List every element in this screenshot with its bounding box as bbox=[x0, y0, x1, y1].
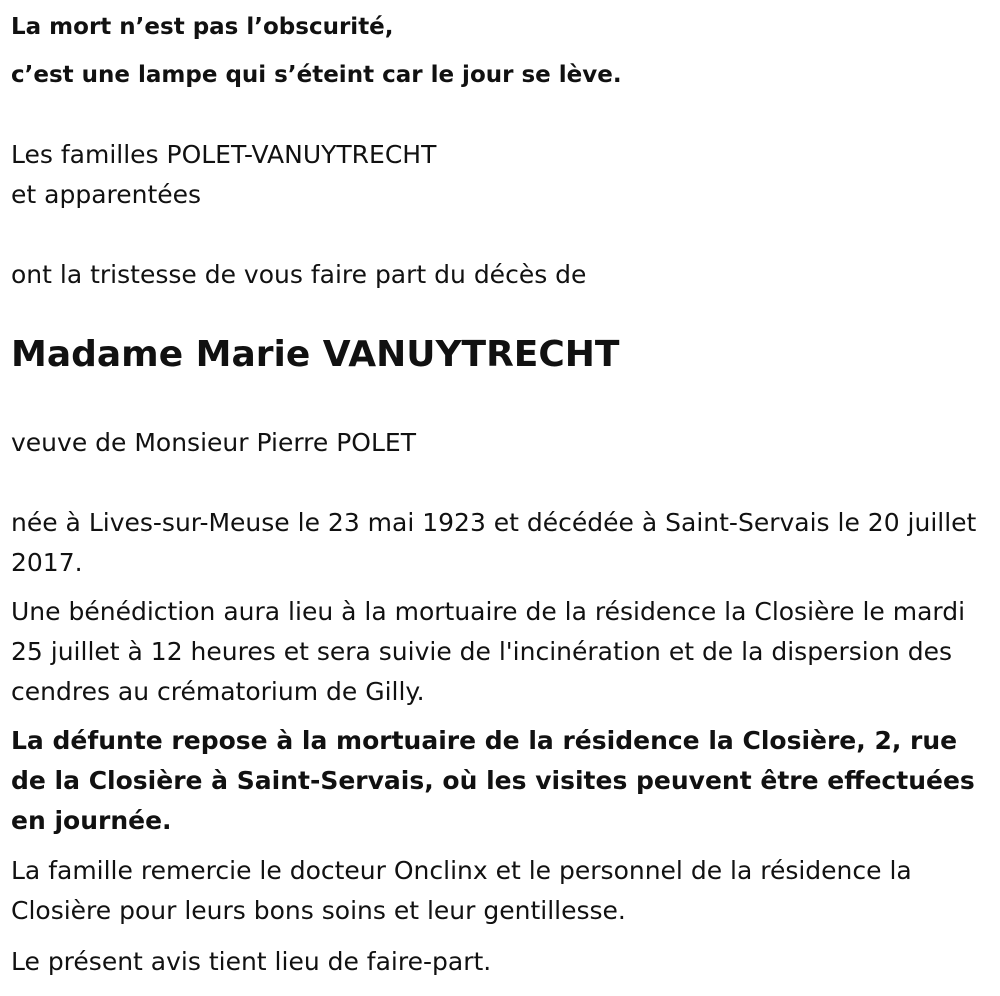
thanks-text: La famille remercie le docteur Onclinx et le personnel de la résidence la Closière pour leurs bons soins et leur gentillesse. bbox=[11, 856, 912, 925]
quote-line-1: La mort n’est pas l’obscurité, bbox=[11, 14, 394, 40]
families-line-2: et apparentées bbox=[11, 180, 202, 209]
birth-death-text: née à Lives-sur-Meuse le 23 mai 1923 et décédée à Saint-Servais le 20 juillet 2017. bbox=[11, 508, 977, 577]
thanks-block bbox=[11, 851, 986, 931]
families-block bbox=[11, 135, 986, 215]
deceased-name: Madame Marie VANUYTRECHT bbox=[11, 334, 620, 375]
quote-line-2: c’est une lampe qui s’éteint car le jour se lève. bbox=[11, 62, 622, 88]
families-line-1: Les familles POLET-VANUYTRECHT bbox=[11, 140, 437, 169]
name-block bbox=[11, 331, 986, 379]
closing-block bbox=[11, 942, 986, 982]
closing-text: Le présent avis tient lieu de faire-part. bbox=[11, 947, 492, 976]
announcement-block bbox=[11, 255, 986, 295]
birth-death-block bbox=[11, 503, 986, 583]
visitation-block bbox=[11, 721, 986, 841]
ceremony-block bbox=[11, 592, 986, 712]
widow-block bbox=[11, 423, 986, 463]
announcement-text: ont la tristesse de vous faire part du décès de bbox=[11, 260, 587, 289]
visitation-text: La défunte repose à la mortuaire de la résidence la Closière, 2, rue de la Closière à Saint-Servais, où les visites peuvent être effectuées en journée. bbox=[11, 726, 975, 835]
ceremony-text: Une bénédiction aura lieu à la mortuaire de la résidence la Closière le mardi 25 juillet à 12 heures et sera suivie de l'incinération et de la dispersion des cendres au crématorium de Gilly. bbox=[11, 597, 966, 706]
widow-of-text: veuve de Monsieur Pierre POLET bbox=[11, 428, 416, 457]
